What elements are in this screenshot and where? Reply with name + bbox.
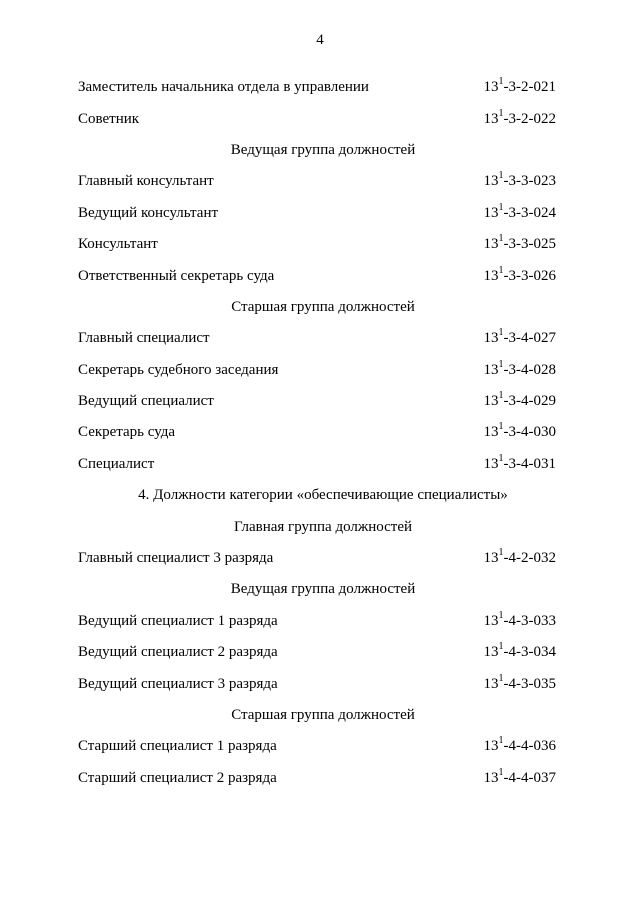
code-superscript: 1 — [498, 233, 504, 245]
code-superscript: 1 — [498, 327, 504, 339]
position-row — [78, 668, 556, 699]
code-rest: -3-4-031 — [503, 455, 556, 472]
position-code — [483, 170, 557, 190]
code-base: 13 — [483, 79, 499, 96]
code-base: 13 — [483, 361, 499, 378]
code-superscript: 1 — [498, 201, 504, 213]
code-rest: -3-3-025 — [503, 236, 556, 253]
position-row — [78, 72, 556, 103]
position-row — [78, 323, 556, 354]
code-base: 13 — [483, 612, 499, 629]
code-base: 13 — [483, 550, 499, 567]
code-superscript: 1 — [498, 264, 504, 276]
code-base: 13 — [483, 675, 499, 692]
position-code — [483, 233, 557, 253]
code-base: 13 — [483, 110, 499, 127]
code-rest: -3-4-029 — [503, 393, 556, 410]
group-heading-text: Старшая группа должностей — [231, 298, 415, 315]
code-superscript: 1 — [498, 421, 504, 433]
position-code — [483, 547, 557, 567]
position-row — [78, 103, 556, 134]
positions-list — [78, 72, 556, 794]
position-row — [78, 229, 556, 260]
group-heading-text: Ведущая группа должностей — [230, 141, 416, 158]
code-rest: -4-4-036 — [503, 738, 556, 755]
position-title: Главный специалист — [78, 330, 210, 347]
position-code — [483, 452, 557, 473]
code-base: 13 — [483, 330, 499, 347]
position-title: Ведущий консультант — [78, 204, 219, 221]
code-rest: -4-2-032 — [503, 550, 556, 567]
code-rest: -3-3-024 — [503, 204, 556, 221]
code-rest: -3-2-022 — [503, 110, 556, 127]
code-base: 13 — [483, 455, 499, 472]
position-title: Главный консультант — [78, 173, 214, 190]
code-superscript: 1 — [498, 170, 504, 182]
position-row — [78, 166, 556, 197]
position-code — [483, 76, 557, 96]
code-rest: -4-3-034 — [503, 644, 556, 661]
code-rest: -4-4-037 — [503, 769, 556, 786]
group-heading — [78, 135, 556, 166]
position-row — [78, 260, 556, 291]
section-heading — [78, 480, 556, 511]
position-title: Секретарь судебного заседания — [78, 361, 279, 378]
position-row — [78, 355, 556, 386]
position-title: Ведущий специалист 1 разряда — [78, 612, 278, 629]
code-rest: -3-3-023 — [503, 173, 556, 190]
position-code — [483, 609, 557, 630]
code-rest: -3-4-030 — [503, 424, 556, 441]
position-code — [483, 358, 557, 379]
code-base: 13 — [483, 769, 499, 786]
code-superscript: 1 — [498, 609, 504, 621]
code-base: 13 — [483, 267, 499, 284]
code-superscript: 1 — [498, 641, 504, 653]
position-code — [483, 641, 557, 661]
position-title: Ведущий специалист 3 разряда — [78, 675, 278, 692]
position-code — [483, 390, 557, 410]
position-row — [78, 449, 556, 480]
position-code — [483, 766, 557, 787]
position-title: Заместитель начальника отдела в управлении — [78, 79, 369, 96]
position-row — [78, 386, 556, 417]
position-title: Советник — [78, 110, 140, 127]
group-heading-text: Ведущая группа должностей — [230, 581, 416, 598]
position-code — [483, 264, 557, 285]
code-superscript: 1 — [498, 547, 504, 559]
code-base: 13 — [483, 173, 499, 190]
position-code — [483, 735, 557, 755]
code-rest: -3-4-027 — [503, 330, 556, 347]
code-superscript: 1 — [498, 735, 504, 747]
code-base: 13 — [483, 236, 499, 253]
group-heading-text: Старшая группа должностей — [231, 707, 415, 723]
position-title: Старший специалист 1 разряда — [78, 738, 277, 755]
position-code — [483, 201, 557, 222]
code-superscript: 1 — [498, 107, 504, 119]
code-superscript: 1 — [498, 358, 504, 370]
group-heading — [78, 700, 556, 731]
code-rest: -4-3-035 — [503, 675, 556, 692]
page-number: 4 — [316, 32, 324, 48]
group-heading-text: Главная группа должностей — [233, 518, 413, 535]
position-row — [78, 637, 556, 668]
position-row — [78, 731, 556, 762]
code-rest: -3-4-028 — [503, 361, 556, 378]
position-title: Ответственный секретарь суда — [78, 267, 275, 284]
position-code — [483, 107, 557, 128]
code-superscript: 1 — [498, 390, 504, 402]
code-superscript: 1 — [498, 766, 504, 778]
position-code — [483, 327, 557, 347]
position-code — [483, 421, 557, 441]
code-base: 13 — [483, 644, 499, 661]
position-title: Старший специалист 2 разряда — [78, 769, 277, 786]
code-rest: -3-3-026 — [503, 267, 556, 284]
position-title: Консультант — [78, 236, 158, 253]
position-row — [78, 198, 556, 229]
position-title: Ведущий специалист 2 разряда — [78, 644, 278, 661]
code-base: 13 — [483, 204, 499, 221]
position-title: Секретарь суда — [78, 424, 176, 441]
code-base: 13 — [483, 424, 499, 441]
position-title: Специалист — [78, 455, 155, 472]
code-superscript: 1 — [498, 672, 504, 684]
code-rest: -4-3-033 — [503, 612, 556, 629]
code-rest: -3-2-021 — [503, 79, 556, 96]
position-title: Ведущий специалист — [78, 393, 214, 410]
code-base: 13 — [483, 738, 499, 755]
position-row — [78, 417, 556, 448]
position-code — [483, 672, 557, 693]
position-row — [78, 543, 556, 574]
position-title: Главный специалист 3 разряда — [78, 550, 274, 567]
code-superscript: 1 — [498, 452, 504, 464]
code-superscript: 1 — [498, 76, 504, 88]
position-row — [78, 763, 556, 794]
section-heading-text: 4. Должности категории «обеспечивающие специалисты» — [138, 487, 508, 504]
group-heading — [78, 511, 556, 542]
code-base: 13 — [483, 393, 499, 410]
group-heading — [78, 574, 556, 605]
position-row — [78, 606, 556, 637]
group-heading — [78, 292, 556, 323]
